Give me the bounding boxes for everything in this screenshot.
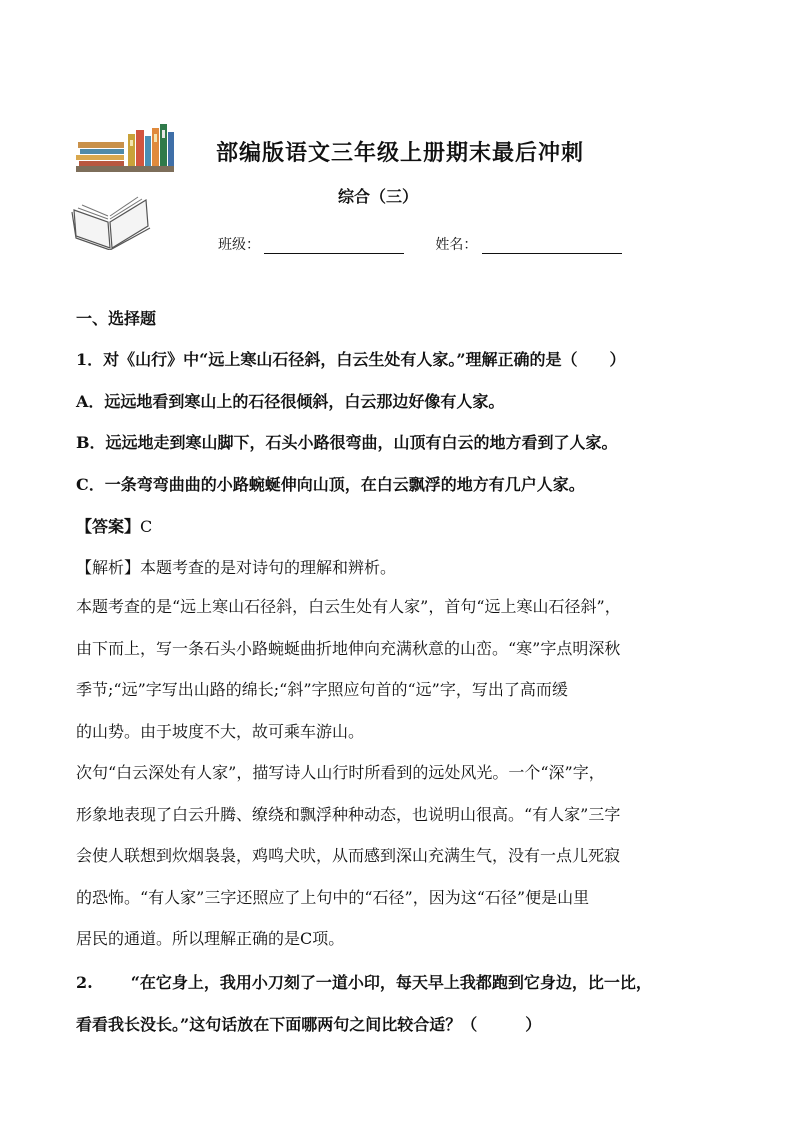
page-subtitle: 综合（三） [338,187,419,206]
paragraph-line: 居民的通道。所以理解正确的是C项。 [76,929,345,948]
question-1-option-a: A．远远地看到寒山上的石径很倾斜，白云那边好像有人家。 [76,392,505,411]
books-stack-icon [76,124,176,174]
page-title: 部编版语文三年级上册期末最后冲刺 [216,140,585,166]
analysis-line [76,555,396,578]
paragraph-line: 由下而上，写一条石头小路蜿蜒曲折地伸向充满秋意的山峦。“寒”字点明深秋 [76,638,621,658]
question-2-line-1 [76,970,652,993]
answer-label: 【答案】 [76,517,141,536]
paragraph-line: 季节;“远”字写出山路的绵长;“斜”字照应句首的“远”字，写出了高而缓 [76,680,568,699]
answer-value: C [140,517,153,536]
open-book-icon [70,192,152,250]
paragraph-line: 会使人联想到炊烟袅袅，鸡鸣犬吠，从而感到深山充满生气，没有一点儿死寂 [76,846,621,865]
class-field[interactable] [264,237,404,254]
paragraph-line: 本题考查的是“远上寒山石径斜，白云生处有人家”，首句“远上寒山石径斜”， [76,597,621,616]
name-field[interactable] [482,237,622,254]
question-1-option-b: B．远远地走到寒山脚下，石头小路很弯曲，山顶有白云的地方看到了人家。 [76,433,618,452]
answer-line [76,514,152,537]
question-2-stem-line-2: 看看我长没长。”这句话放在下面哪两句之间比较合适？（ ） [76,1015,542,1034]
paragraph-line: 次句“白云深处有人家”，描写诗人山行时所看到的远处风光。一个“深”字， [76,763,605,782]
question-2-number: 2. [76,973,93,992]
question-2-stem-line-1: “在它身上，我用小刀刻了一道小印，每天早上我都跑到它身边，比一比， [130,973,652,992]
analysis-paragraph-1 [76,586,728,752]
analysis-label: 【解析】 [76,558,141,577]
paragraph-line: 的山势。由于坡度不大，故可乘车游山。 [76,721,365,741]
paragraph-line: 的恐怖。“有人家”三字还照应了上句中的“石径”，因为这“石径”便是山里 [76,887,590,907]
analysis-intro: 本题考查的是对诗句的理解和辨析。 [140,558,397,577]
question-1-option-c: C．一条弯弯曲曲的小路蜿蜒伸向山顶，在白云飘浮的地方有几户人家。 [76,475,585,494]
student-info-row [218,234,622,254]
section-heading: 一、选择题 [76,309,157,328]
paragraph-line: 形象地表现了白云升腾、缭绕和飘浮种种动态，也说明山很高。“有人家”三字 [76,804,621,824]
name-label: 姓名： [435,237,478,253]
analysis-paragraph-2 [76,752,728,960]
question-1-stem: 1．对《山行》中“远上寒山石径斜，白云生处有人家。”理解正确的是（ ） [76,350,626,369]
class-label: 班级： [218,237,260,253]
